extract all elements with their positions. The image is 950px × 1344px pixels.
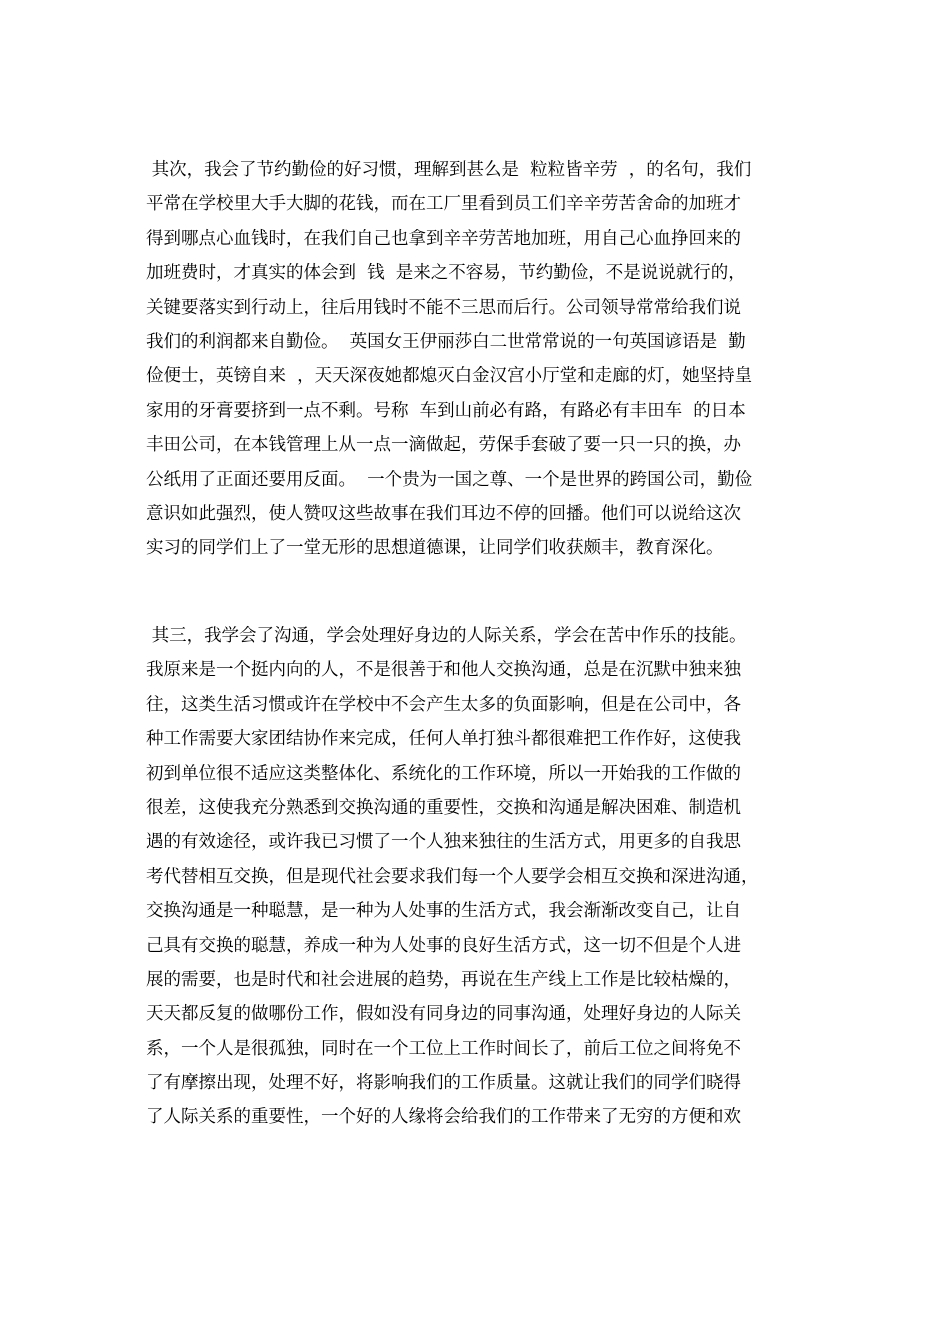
text-line: 其次，我会了节约勤俭的好习惯，理解到甚么是 粒粒皆辛劳 ，的名句，我们 bbox=[146, 160, 752, 180]
text-line: 我们的利润都来自勤俭。 英国女王伊丽莎白二世常常说的一句英国谚语是 勤 bbox=[146, 331, 746, 352]
text-line: 平常在学校里大手大脚的花钱，而在工厂里看到员工们辛辛劳苦舍命的加班才 bbox=[146, 194, 741, 215]
text-line: 往，这类生活习惯或许在学校中不会产生太多的负面影响，但是在公司中，各 bbox=[146, 694, 741, 715]
text-line: 很差，这使我充分熟悉到交换沟通的重要性，交换和沟通是解决困难、制造机 bbox=[146, 797, 741, 818]
text-line: 考代替相互交换，但是现代社会要求我们每一个人要学会相互交换和深进沟通， bbox=[146, 866, 759, 887]
paragraph-communication bbox=[146, 619, 808, 1135]
paragraph-frugality bbox=[146, 153, 808, 566]
text-line: 我原来是一个挺内向的人，不是很善于和他人交换沟通，总是在沉默中独来独 bbox=[146, 660, 741, 681]
text-line: 家用的牙膏要挤到一点不剩。号称 车到山前必有路，有路必有丰田车 的日本 bbox=[146, 400, 746, 421]
text-line: 意识如此强烈，使人赞叹这些故事在我们耳边不停的回播。他们可以说给这次 bbox=[146, 503, 741, 524]
text-line: 了有摩擦出现，处理不好，将影响我们的工作质量。这就让我们的同学们晓得 bbox=[146, 1073, 741, 1094]
text-line: 了人际关系的重要性，一个好的人缘将会给我们的工作带来了无穷的方便和欢 bbox=[146, 1107, 741, 1128]
text-line: 实习的同学们上了一堂无形的思想道德课，让同学们收获颇丰，教育深化。 bbox=[146, 538, 724, 559]
text-line: 公纸用了正面还要用反面。 一个贵为一国之尊、一个是世界的跨国公司，勤俭 bbox=[146, 469, 753, 490]
text-line: 加班费时，才真实的体会到 钱 是来之不容易，节约勤俭，不是说说就行的， bbox=[146, 263, 746, 284]
text-line: 遇的有效途径，或许我已习惯了一个人独来独往的生活方式，用更多的自我思 bbox=[146, 832, 741, 853]
text-line: 初到单位很不适应这类整体化、系统化的工作环境，所以一开始我的工作做的 bbox=[146, 763, 741, 784]
text-line: 俭便士，英镑自来 ，天天深夜她都熄灭白金汉宫小厅堂和走廊的灯，她坚持皇 bbox=[146, 366, 753, 387]
text-line: 系，一个人是很孤独，同时在一个工位上工作时间长了，前后工位之间将免不 bbox=[146, 1038, 741, 1059]
text-line: 关键要落实到行动上，往后用钱时不能不三思而后行。公司领导常常给我们说 bbox=[146, 297, 741, 318]
text-line: 其三，我学会了沟通，学会处理好身边的人际关系，学会在苦中作乐的技能。 bbox=[146, 626, 747, 646]
text-line: 丰田公司，在本钱管理上从一点一滴做起，劳保手套破了要一只一只的换，办 bbox=[146, 435, 741, 456]
text-line: 天天都反复的做哪份工作，假如没有同身边的同事沟通，处理好身边的人际关 bbox=[146, 1004, 741, 1025]
text-line: 己具有交换的聪慧，养成一种为人处事的良好生活方式，这一切不但是个人进 bbox=[146, 935, 741, 956]
text-line: 展的需要，也是时代和社会进展的趋势，再说在生产线上工作是比较枯燥的， bbox=[146, 969, 741, 990]
text-line: 种工作需要大家团结协作来完成，任何人单打独斗都很难把工作作好，这使我 bbox=[146, 729, 741, 750]
text-line: 交换沟通是一种聪慧，是一种为人处事的生活方式，我会渐渐改变自己，让自 bbox=[146, 901, 741, 922]
text-line: 得到哪点心血钱时，在我们自己也拿到辛辛劳苦地加班，用自己心血挣回来的 bbox=[146, 228, 741, 249]
